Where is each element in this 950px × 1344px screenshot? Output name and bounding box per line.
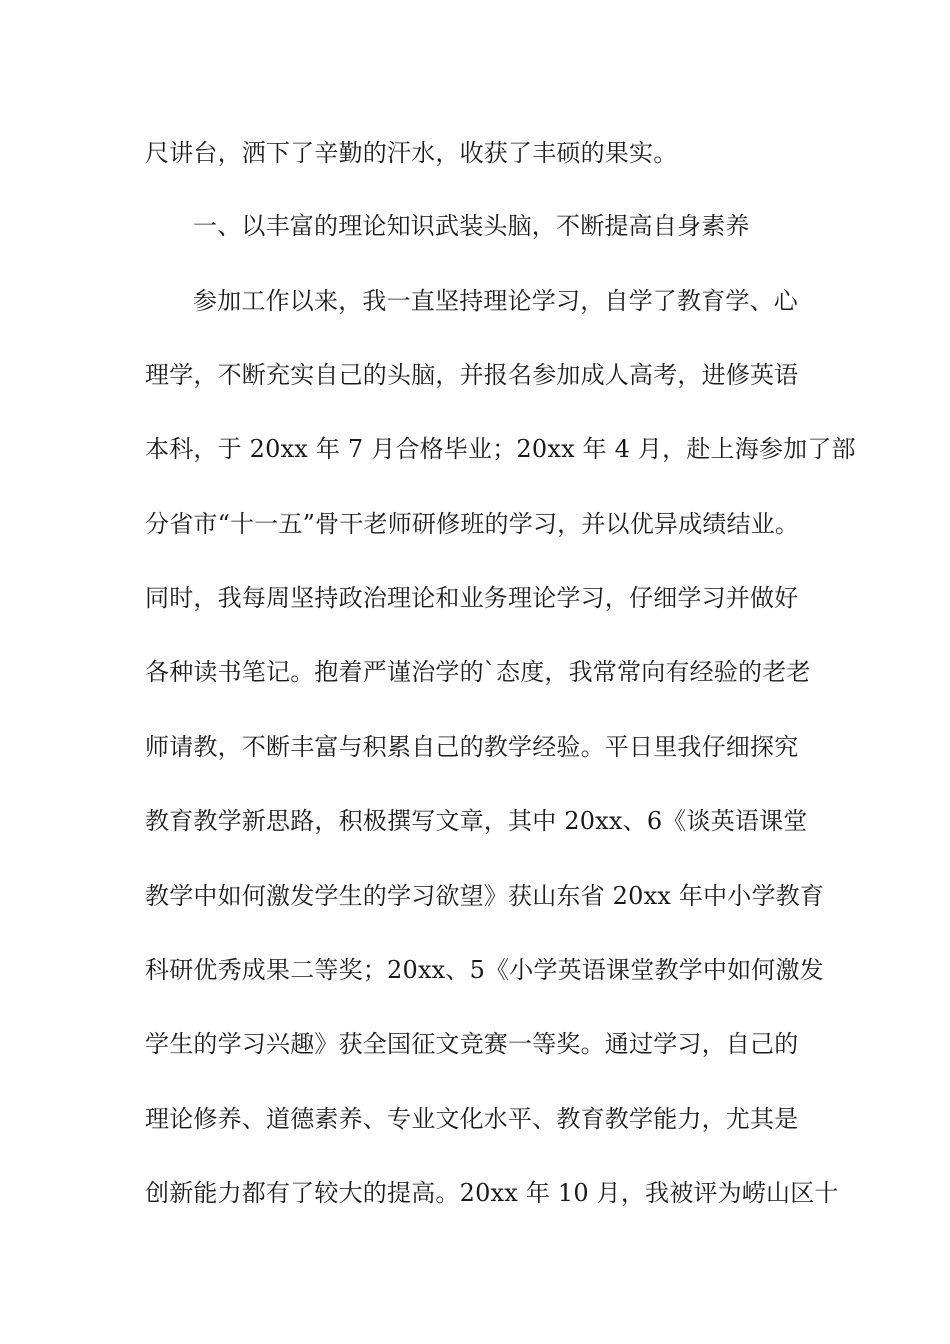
- text-line: 同时，我每周坚持政治理论和业务理论学习，仔细学习并做好: [145, 584, 799, 612]
- text-line: 尺讲台，洒下了辛勤的汗水，收获了丰硕的果实。: [145, 139, 678, 167]
- text-line: 理论修养、道德素养、专业文化水平、教育教学能力，尤其是: [145, 1105, 799, 1133]
- text-line: 师请教，不断丰富与积累自己的教学经验。平日里我仔细探究: [145, 733, 799, 761]
- section-heading: 一、以丰富的理论知识武装头脑，不断提高自身素养: [193, 212, 750, 240]
- text-line: 分省市“十一五”骨干老师研修班的学习，并以优异成绩结业。: [145, 510, 800, 538]
- text-line: 教育教学新思路，积极撰写文章，其中 20xx、6《谈英语课堂: [145, 807, 808, 835]
- text-line: 科研优秀成果二等奖；20xx、5《小学英语课堂教学中如何激发: [145, 956, 824, 984]
- text-line: 理学，不断充实自己的头脑，并报名参加成人高考，进修英语: [145, 361, 799, 389]
- text-line: 参加工作以来，我一直坚持理论学习，自学了教育学、心: [193, 287, 798, 315]
- text-line: 本科，于 20xx 年 7 月合格毕业；20xx 年 4 月，赴上海参加了部: [145, 435, 856, 463]
- text-line: 教学中如何激发学生的学习欲望》获山东省 20xx 年中小学教育: [145, 882, 825, 910]
- text-line: 各种读书笔记。抱着严谨治学的`态度，我常常向有经验的老老: [145, 658, 811, 686]
- text-line: 学生的学习兴趣》获全国征文竞赛一等奖。通过学习，自己的: [145, 1030, 799, 1058]
- text-line: 创新能力都有了较大的提高。20xx 年 10 月，我被评为崂山区十: [145, 1179, 839, 1207]
